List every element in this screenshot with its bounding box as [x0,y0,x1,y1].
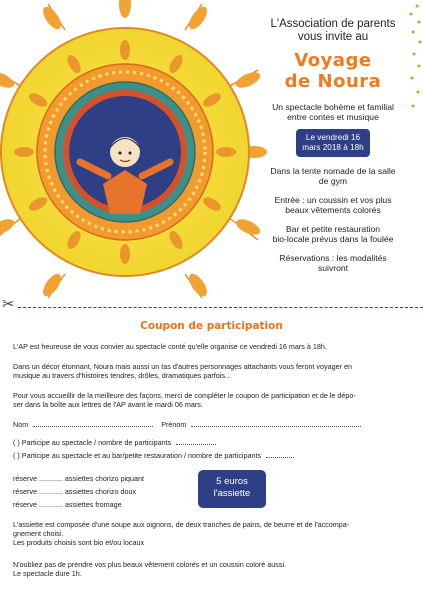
subtitle-line: Un spectacle bohème et familial [272,102,394,112]
option-label: ( ) Participe au spectacle / nombre de participants [13,438,172,447]
title-line: Voyage [294,50,372,71]
reservation-chorizo-piquant[interactable]: réserve ............ assiettes chorizo piquant [13,474,145,483]
coupon-paragraph-5 [13,560,413,578]
reservation-line: suivront [317,263,349,273]
entry-line: Entrée : un coussin et vos plus [274,195,392,205]
intro-text [258,18,408,44]
bar-text [258,224,408,244]
prenom-label: Prénom [161,420,187,429]
entry-line: beaux vêtements colorés [285,205,381,215]
title-line: de Noura [284,71,382,92]
paragraph-line: gnement choisi. [13,529,64,538]
prenom-field[interactable] [191,420,361,427]
option-spectacle-bar[interactable] [13,451,413,460]
bar-line: bio-locale prévus dans la foulée [272,234,394,244]
coupon-paragraph-1: L'AP est heureuse de vous convier au spectacle conté qu'elle organise ce vendredi 16 mars à 18h. [13,342,327,351]
paragraph-line: Pour vous accueillir de la meilleure des façons, merci de compléter le coupon de participation et de le dépo- [13,391,356,400]
nom-label: Nom [13,420,29,429]
bar-line: Bar et petite restauration [285,224,381,234]
reservation-fromage[interactable]: réserve ............ assiettes fromage [13,500,122,509]
dashed-divider [18,307,423,308]
name-row [13,420,413,429]
invitation-panel [258,18,408,273]
price-line: 5 euros [216,476,248,487]
scissors-icon: ✂ [2,296,15,313]
coupon-title: Coupon de participation [140,320,283,332]
intro-line: L'Association de parents [270,18,396,30]
date-line: Le vendredi 16 [305,133,361,142]
location-text [258,166,408,186]
paragraph-line: Dans un décor étonnant, Noura mais aussi un tas d'autres personnages attachants vous feront voyager en [13,362,352,371]
price-line: l'assiette [213,488,251,499]
location-line: de gym [318,176,348,186]
paragraph-line: ser dans la boîte aux lettres de l'AP avant le mardi 06 mars. [13,400,203,409]
participants-field[interactable] [266,451,294,458]
option-label: ( ) Participe au spectacle et au bar/petite restauration / nombre de participants [13,451,262,460]
cut-line [0,298,423,314]
intro-line: vous invite au [297,31,369,43]
option-spectacle[interactable] [13,438,413,447]
subtitle-line: entre contes et musique [287,112,379,122]
coupon-paragraph-4 [13,520,413,547]
reservation-line: Réservations : les modalités [279,253,387,263]
mandala-illustration [0,0,268,302]
price-badge [198,470,266,508]
paragraph-line: Les produits choisis sont bio et/ou locaux [13,538,145,547]
paragraph-line: musique au travers d'histoires tendres, drôles, dramatiques parfois... [13,371,231,380]
paragraph-line: L'assiette est composée d'une soupe aux oignons, de deux tranches de pains, de beurre et de l'accompa- [13,520,350,529]
date-badge [296,129,369,157]
paragraph-line: N'oubliez pas de prendre vos plus beaux vêtement colorés et un coussin coloré aussi. [13,560,287,569]
entry-text [258,195,408,215]
coupon-paragraph-3 [13,391,413,409]
reservation-text [258,253,408,273]
show-title [258,50,408,92]
nom-field[interactable] [33,420,153,427]
paragraph-line: Le spectacle dure 1h. [13,569,82,578]
reservation-chorizo-doux[interactable]: réserve ............ assiettes chorizo doux [13,487,137,496]
participants-field[interactable] [176,438,216,445]
coupon-paragraph-2 [13,362,413,380]
location-line: Dans la tente nomade de la salle [270,166,396,176]
date-line: mars 2018 à 18h [302,143,364,152]
show-subtitle [258,102,408,122]
